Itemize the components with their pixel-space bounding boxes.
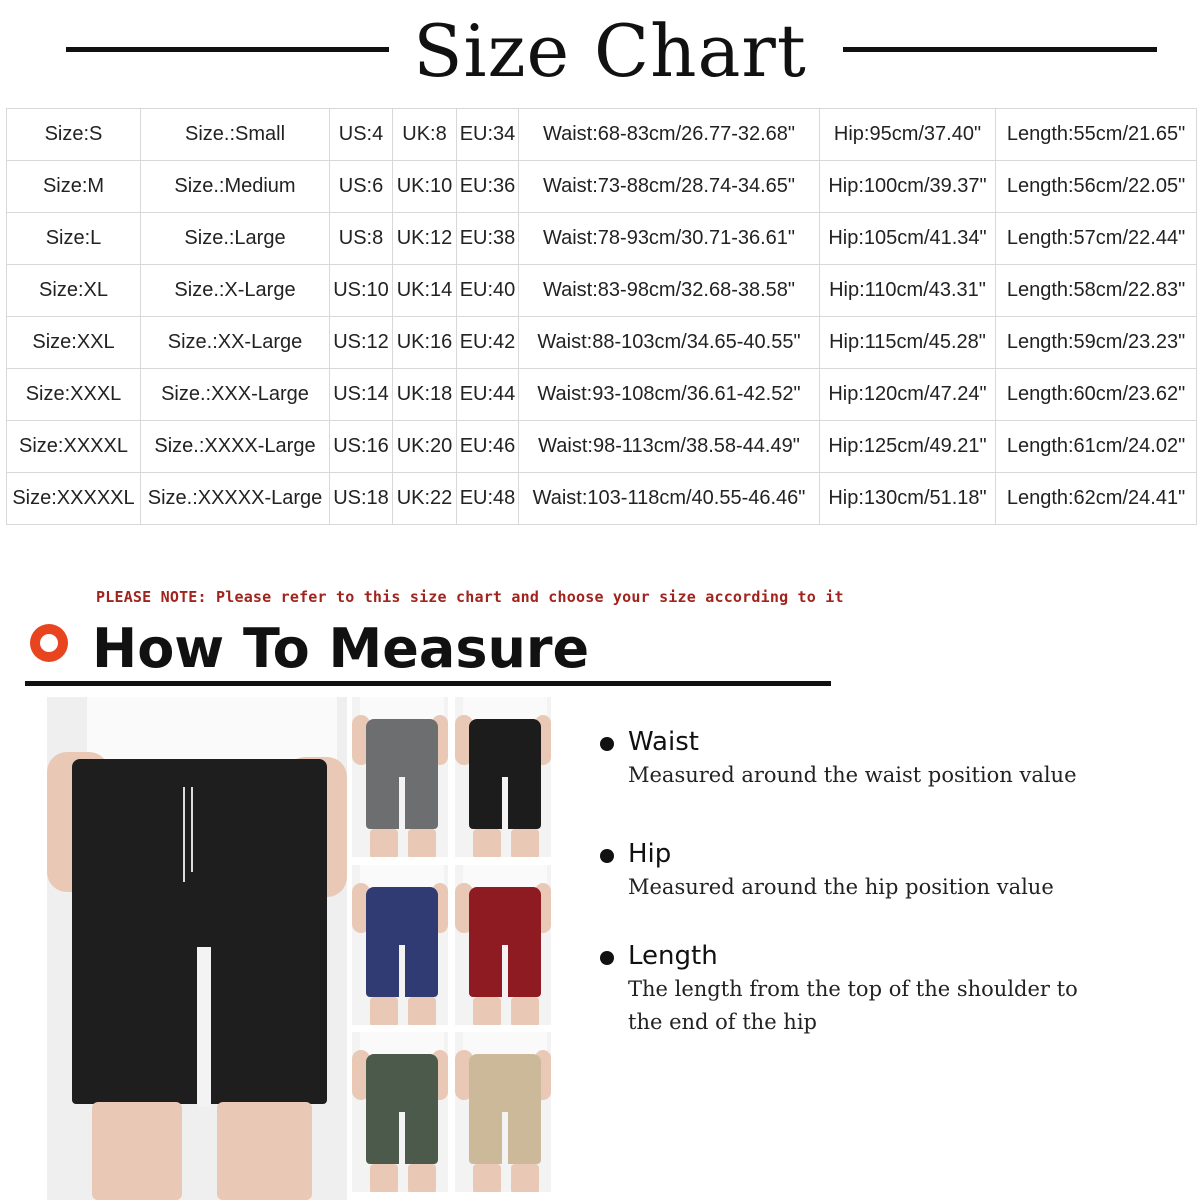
bullet-icon xyxy=(600,951,614,965)
table-row xyxy=(7,213,1197,265)
table-cell: Length:55cm/21.65" xyxy=(996,109,1197,161)
table-cell: Waist:73-88cm/28.74-34.65" xyxy=(519,161,820,213)
drawstring-left xyxy=(183,787,185,882)
product-thumbnail[interactable] xyxy=(455,697,551,857)
table-cell: Length:58cm/22.83" xyxy=(996,265,1197,317)
product-thumbnail[interactable] xyxy=(352,865,448,1025)
table-cell: Size:M xyxy=(7,161,141,213)
table-cell: EU:46 xyxy=(457,421,519,473)
product-thumbnail[interactable] xyxy=(352,697,448,857)
table-cell: UK:16 xyxy=(393,317,457,369)
measure-desc-waist: Measured around the waist position value xyxy=(628,763,1077,787)
product-thumbnail[interactable] xyxy=(455,865,551,1025)
table-cell: US:4 xyxy=(330,109,393,161)
table-row xyxy=(7,317,1197,369)
table-cell: Length:62cm/24.41" xyxy=(996,473,1197,525)
table-cell: EU:38 xyxy=(457,213,519,265)
thumbnail-part xyxy=(370,1164,398,1192)
table-cell: Size.:XXX-Large xyxy=(141,369,330,421)
table-cell: Size:XXXXXL xyxy=(7,473,141,525)
thumbnail-part xyxy=(502,945,508,1000)
table-cell: Waist:98-113cm/38.58-44.49" xyxy=(519,421,820,473)
table-cell: Hip:110cm/43.31" xyxy=(820,265,996,317)
measure-label-waist: Waist xyxy=(628,727,699,757)
product-thumbnail[interactable] xyxy=(352,1032,448,1192)
table-cell: US:18 xyxy=(330,473,393,525)
size-chart-table xyxy=(6,108,1197,525)
bullet-icon xyxy=(600,737,614,751)
table-cell: UK:22 xyxy=(393,473,457,525)
table-cell: Size.:Large xyxy=(141,213,330,265)
table-cell: Hip:125cm/49.21" xyxy=(820,421,996,473)
table-cell: Hip:115cm/45.28" xyxy=(820,317,996,369)
table-row xyxy=(7,161,1197,213)
table-cell: Length:61cm/24.02" xyxy=(996,421,1197,473)
thumbnail-part xyxy=(502,777,508,832)
size-note: PLEASE NOTE: Please refer to this size chart and choose your size according to it xyxy=(96,588,844,606)
table-cell: Size:L xyxy=(7,213,141,265)
main-product-photo xyxy=(47,697,347,1200)
table-cell: Size:XXXL xyxy=(7,369,141,421)
table-cell: UK:12 xyxy=(393,213,457,265)
measure-title: How To Measure xyxy=(92,617,590,680)
table-cell: Size.:X-Large xyxy=(141,265,330,317)
measure-label-hip: Hip xyxy=(628,839,672,869)
table-cell: Waist:83-98cm/32.68-38.58" xyxy=(519,265,820,317)
thumbnail-part xyxy=(511,829,539,857)
table-cell: US:8 xyxy=(330,213,393,265)
thumbnail-part xyxy=(408,829,436,857)
table-row xyxy=(7,109,1197,161)
table-cell: Size.:Medium xyxy=(141,161,330,213)
table-cell: US:14 xyxy=(330,369,393,421)
table-cell: Size.:XXXXX-Large xyxy=(141,473,330,525)
table-cell: UK:10 xyxy=(393,161,457,213)
thumbnail-part xyxy=(473,829,501,857)
title-rule-right xyxy=(843,47,1157,52)
thumbnail-part xyxy=(399,945,405,1000)
ring-icon xyxy=(30,624,68,662)
title-rule-left xyxy=(66,47,389,52)
table-cell: UK:20 xyxy=(393,421,457,473)
thumbnail-part xyxy=(399,1112,405,1167)
table-cell: Size.:XX-Large xyxy=(141,317,330,369)
table-cell: US:12 xyxy=(330,317,393,369)
measure-label-length: Length xyxy=(628,941,718,971)
measure-desc-length: The length from the top of the shoulder to the end of the hip xyxy=(628,977,1078,1034)
bullet-icon xyxy=(600,849,614,863)
table-cell: Size:XL xyxy=(7,265,141,317)
table-cell: US:16 xyxy=(330,421,393,473)
thumbnail-part xyxy=(399,777,405,832)
table-cell: Hip:130cm/51.18" xyxy=(820,473,996,525)
table-cell: Hip:95cm/37.40" xyxy=(820,109,996,161)
table-cell: Hip:100cm/39.37" xyxy=(820,161,996,213)
table-row xyxy=(7,369,1197,421)
table-cell: Length:59cm/23.23" xyxy=(996,317,1197,369)
table-cell: Size:S xyxy=(7,109,141,161)
table-cell: Length:57cm/22.44" xyxy=(996,213,1197,265)
thumbnail-part xyxy=(370,997,398,1025)
leg-gap xyxy=(197,947,211,1107)
table-cell: Waist:88-103cm/34.65-40.55" xyxy=(519,317,820,369)
table-row xyxy=(7,421,1197,473)
table-cell: EU:34 xyxy=(457,109,519,161)
table-cell: Size.:XXXX-Large xyxy=(141,421,330,473)
table-cell: Size:XXXXL xyxy=(7,421,141,473)
table-cell: Length:60cm/23.62" xyxy=(996,369,1197,421)
measure-desc-hip: Measured around the hip position value xyxy=(628,875,1054,899)
table-cell: Hip:105cm/41.34" xyxy=(820,213,996,265)
table-cell: Waist:93-108cm/36.61-42.52" xyxy=(519,369,820,421)
table-cell: Hip:120cm/47.24" xyxy=(820,369,996,421)
drawstring-right xyxy=(191,787,193,872)
thumbnail-part xyxy=(511,997,539,1025)
table-cell: UK:14 xyxy=(393,265,457,317)
left-leg xyxy=(92,1102,182,1200)
table-cell: Size:XXL xyxy=(7,317,141,369)
thumbnail-part xyxy=(511,1164,539,1192)
table-cell: US:10 xyxy=(330,265,393,317)
table-cell: EU:48 xyxy=(457,473,519,525)
measure-title-rule xyxy=(25,681,831,686)
page-title: Size Chart xyxy=(413,9,807,93)
table-cell: Size.:Small xyxy=(141,109,330,161)
thumbnail-part xyxy=(408,1164,436,1192)
right-leg xyxy=(217,1102,312,1200)
table-cell: UK:18 xyxy=(393,369,457,421)
table-cell: EU:40 xyxy=(457,265,519,317)
table-cell: Length:56cm/22.05" xyxy=(996,161,1197,213)
table-row xyxy=(7,473,1197,525)
table-cell: EU:42 xyxy=(457,317,519,369)
table-cell: Waist:103-118cm/40.55-46.46" xyxy=(519,473,820,525)
table-cell: EU:36 xyxy=(457,161,519,213)
table-row xyxy=(7,265,1197,317)
thumbnail-part xyxy=(370,829,398,857)
table-cell: UK:8 xyxy=(393,109,457,161)
thumbnail-part xyxy=(473,1164,501,1192)
table-cell: EU:44 xyxy=(457,369,519,421)
table-cell: Waist:78-93cm/30.71-36.61" xyxy=(519,213,820,265)
thumbnail-part xyxy=(408,997,436,1025)
product-thumbnail[interactable] xyxy=(455,1032,551,1192)
thumbnail-part xyxy=(473,997,501,1025)
table-cell: US:6 xyxy=(330,161,393,213)
table-cell: Waist:68-83cm/26.77-32.68" xyxy=(519,109,820,161)
thumbnail-part xyxy=(502,1112,508,1167)
